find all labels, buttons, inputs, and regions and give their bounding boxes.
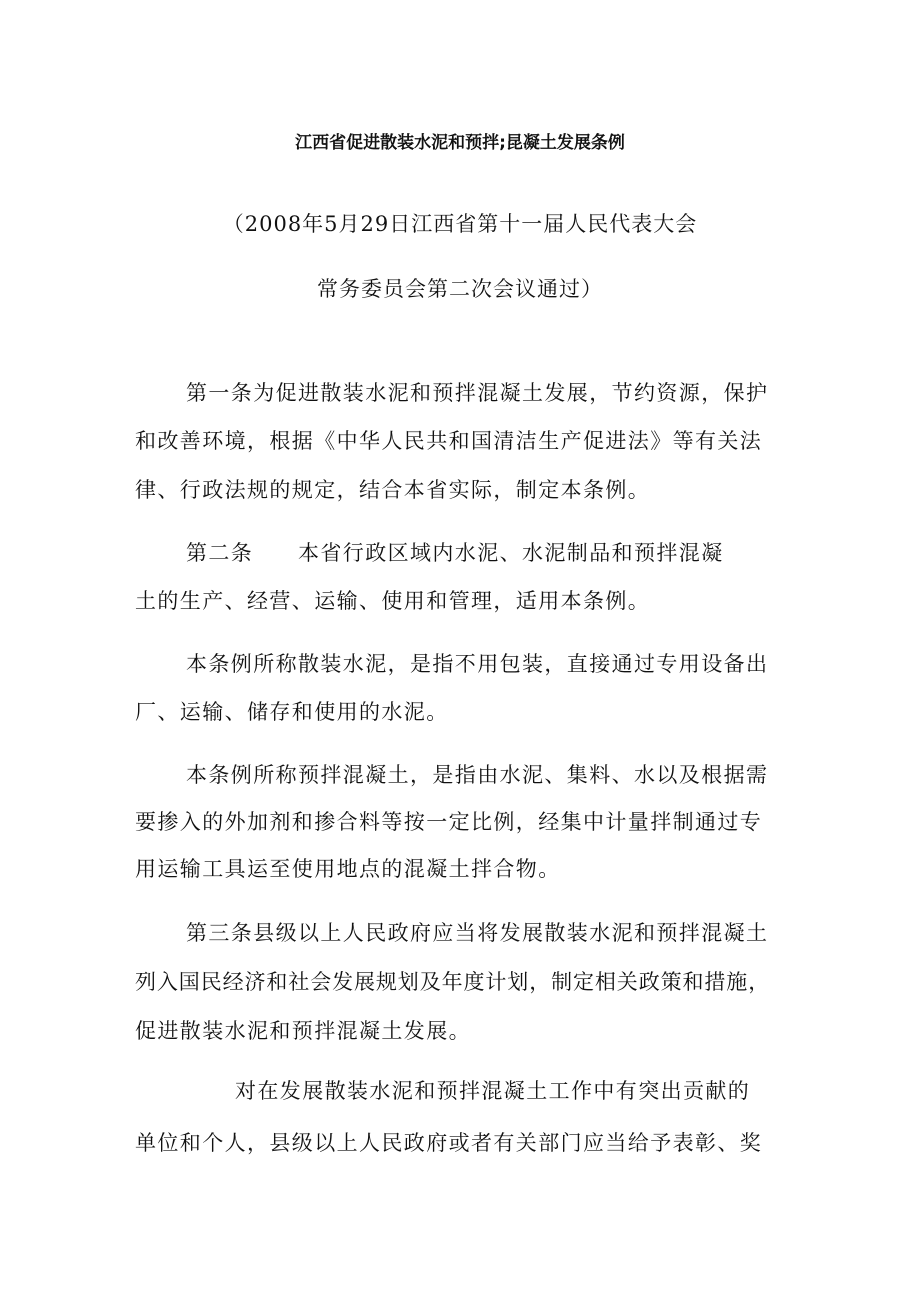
- article-3-line-2: 列入国民经济和社会发展规划及年度计划，制定相关政策和措施，: [135, 970, 771, 994]
- concrete-line-2: 要掺入的外加剂和掺合料等按一定比例，经集中计量拌制通过专: [135, 810, 763, 834]
- subtitle-line-1: （2008年5月29日江西省第十一届人民代表大会: [222, 212, 698, 236]
- article-2-line-2: 土的生产、经营、运输、使用和管理，适用本条例。: [135, 589, 651, 613]
- article-2-line-1: 第二条 本省行政区域内水泥、水泥制品和预拌混凝: [186, 541, 724, 565]
- article-3-line-3: 促进散装水泥和预拌混凝土发展。: [135, 1019, 471, 1043]
- article-1-line-1: 第一条为促进散装水泥和预拌混凝土发展，节约资源，保护: [186, 381, 769, 405]
- bulk-cement-line-1: 本条例所称散装水泥，是指不用包装，直接通过专用设备出: [186, 652, 769, 676]
- commendation-line-1: 对在发展散装水泥和预拌混凝土工作中有突出贡献的: [235, 1079, 751, 1103]
- concrete-line-3: 用运输工具运至使用地点的混凝土拌合物。: [135, 857, 561, 881]
- article-1-line-2: 和改善环境，根据《中华人民共和国清洁生产促进法》等有关法: [135, 429, 763, 453]
- document-title: 江西省促进散装水泥和预拌;昆凝土发展条例: [295, 133, 625, 153]
- bulk-cement-line-2: 厂、运输、储存和使用的水泥。: [135, 700, 449, 724]
- subtitle-line-2: 常务委员会第二次会议通过）: [317, 277, 603, 301]
- article-3-line-1: 第三条县级以上人民政府应当将发展散装水泥和预拌混凝土: [186, 921, 769, 945]
- commendation-line-2: 单位和个人，县级以上人民政府或者有关部门应当给予表彰、奖: [135, 1131, 763, 1155]
- concrete-line-1: 本条例所称预拌混凝土，是指由水泥、集料、水以及根据需: [186, 763, 769, 787]
- article-1-line-3: 律、行政法规的规定，结合本省实际，制定本条例。: [135, 478, 651, 502]
